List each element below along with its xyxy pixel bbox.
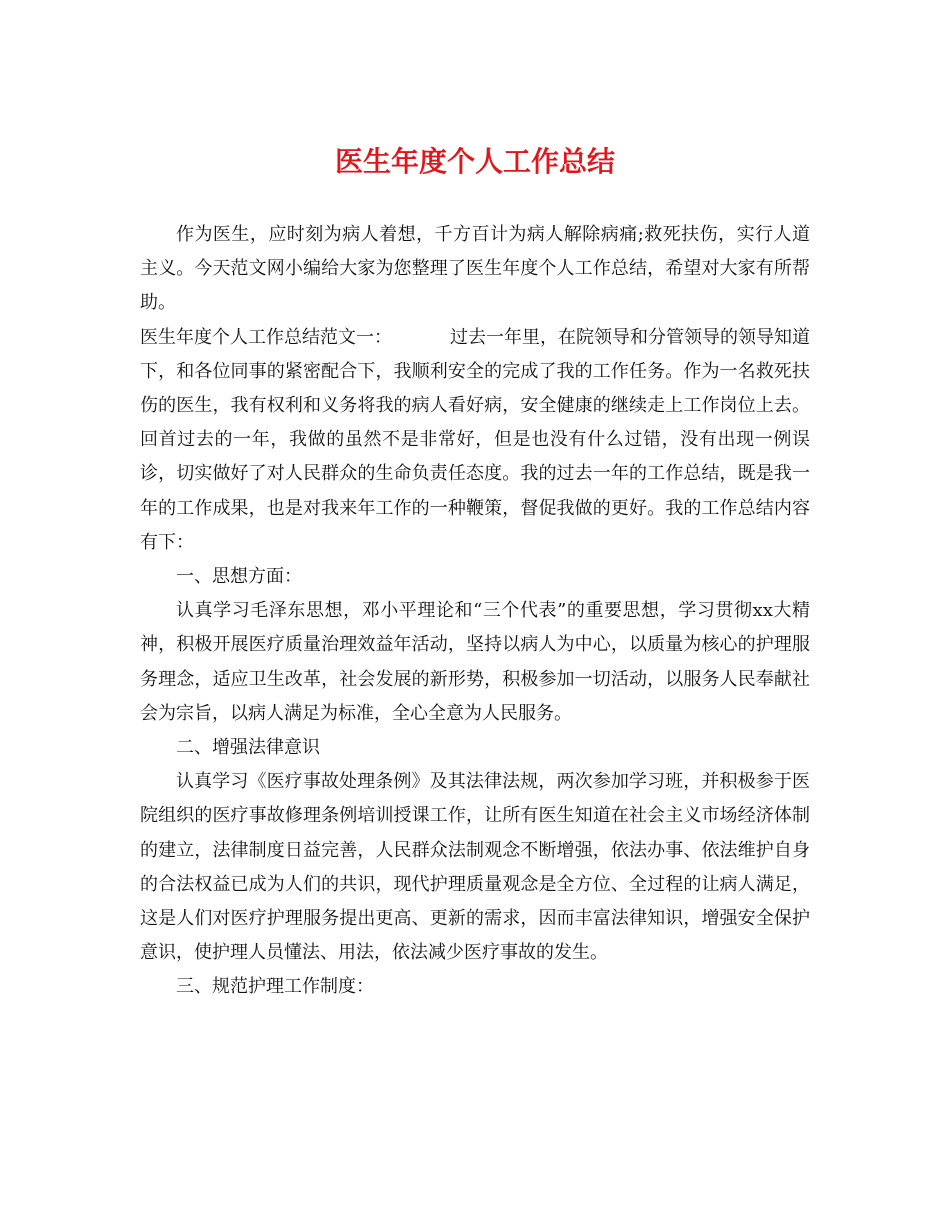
section2-paragraph: 认真学习《医疗事故处理条例》及其法律法规，两次参加学习班，并积极参于医院组织的医疗事故修理条例培训授课工作，让所有医生知道在社会主义市场经济体制的建立，法律制度日益完善，人民群众法制观念不断增强，依法办事、依法维护自身的合法权益已成为人们的共识，现代护理质量观念是全方位、全过程的让病人满足，这是人们对医疗护理服务提出更高、更新的需求，因而丰富法律知识，增强安全保护意识，使护理人员懂法、用法，依法减少医疗事故的发生。 bbox=[140, 771, 810, 964]
document-body bbox=[140, 218, 810, 1005]
document-title: 医生年度个人工作总结 bbox=[334, 145, 615, 178]
sample-text: 过去一年里，在院领导和分管领导的领导知道下，和各位同事的紧密配合下，我顺利安全的完成了我的工作任务。作为一名救死扶伤的医生，我有权利和义务将我的病人看好病，安全健康的继续走上工作岗位上去。回首过去的一年，我做的虽然不是非常好，但是也没有什么过错，没有出现一例误诊，切实做好了对人民群众的生命负责任态度。我的过去一年的工作总结，既是我一年的工作成果，也是对我来年工作的一种鞭策，督促我做的更好。我的工作总结内容有下： bbox=[140, 326, 810, 553]
section2-heading: 二、增强法律意识 bbox=[176, 737, 320, 759]
intro-paragraph: 作为医生，应时刻为病人着想，千方百计为病人解除病痛;救死扶伤，实行人道主义。今天范文网小编给大家为您整理了医生年度个人工作总结，希望对大家有所帮助。 bbox=[140, 224, 810, 314]
sample-paragraph bbox=[140, 321, 810, 560]
section1-heading: 一、思想方面： bbox=[176, 566, 302, 588]
section1-paragraph: 认真学习毛泽东思想，邓小平理论和“三个代表”的重要思想，学习贯彻xx大精神，积极开展医疗质量治理效益年活动，坚持以病人为中心，以质量为核心的护理服务理念，适应卫生改革，社会发展的新形势，积极参加一切活动，以服务人民奉献社会为宗旨，以病人满足为标准，全心全意为人民服务。 bbox=[140, 600, 810, 724]
section3-heading: 三、规范护理工作制度： bbox=[176, 976, 374, 998]
sample-label: 医生年度个人工作总结范文一： bbox=[140, 326, 392, 348]
